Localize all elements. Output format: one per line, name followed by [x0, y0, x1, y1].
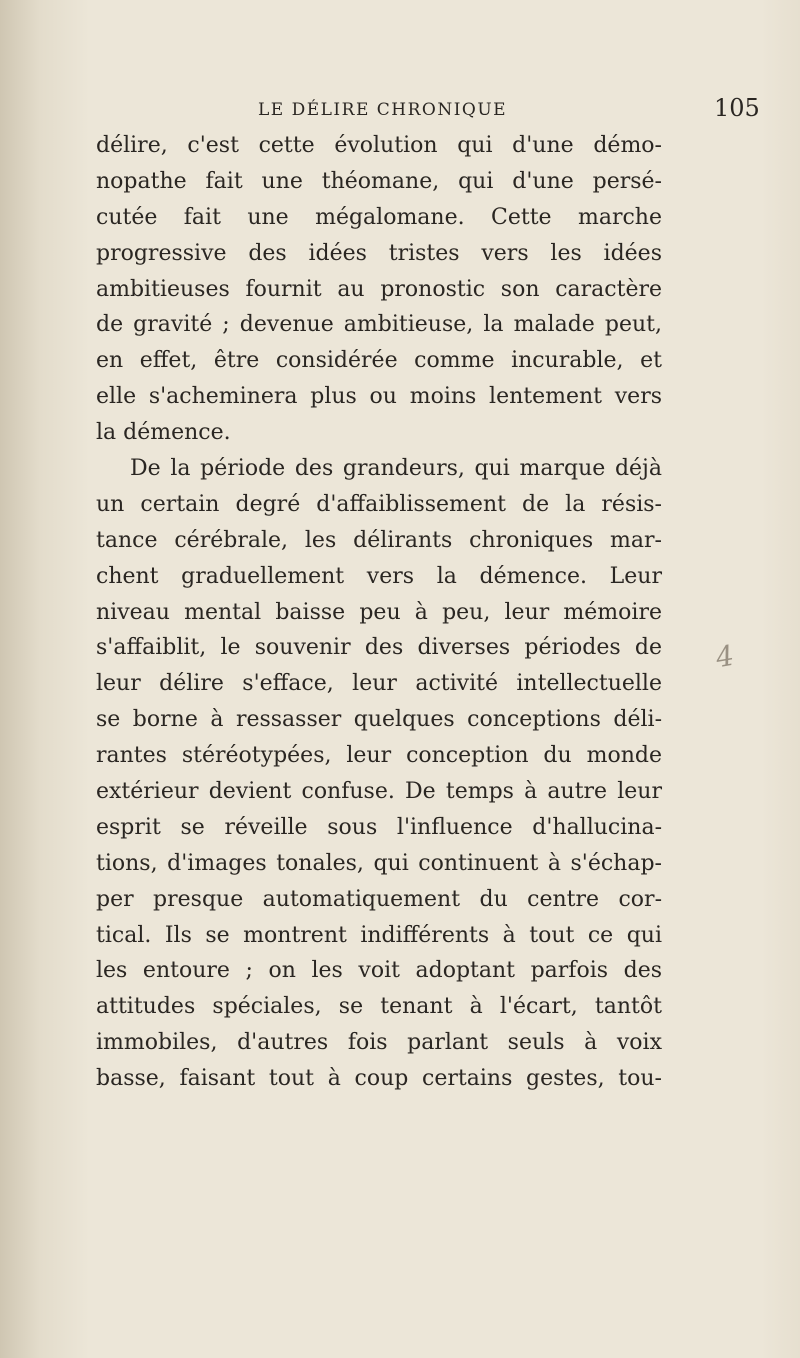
text-line: cutée fait une mégalomane. Cette marche: [96, 204, 662, 230]
text-line: leur délire s'efface, leur activité intellectuelle: [96, 671, 662, 697]
text-line: en effet, être considérée comme incurable, et: [96, 348, 662, 374]
text-line: tical. Ils se montrent indifférents à tout ce qui: [96, 922, 662, 948]
text-line: rantes stéréotypées, leur conception du monde: [96, 743, 662, 769]
text-line: délire, c'est cette évolution qui d'une démo-: [96, 133, 662, 158]
text-line: basse, faisant tout à coup certains gestes, tou-: [96, 1066, 662, 1092]
text-line: elle s'acheminera plus ou moins lentement vers: [96, 384, 662, 410]
text-line: nopathe fait une théomane, qui d'une persé-: [96, 168, 662, 194]
text-line: tance cérébrale, les délirants chroniques mar-: [96, 527, 662, 553]
text-line: niveau mental baisse peu à peu, leur mémoire: [96, 599, 662, 625]
text-line: progressive des idées tristes vers les idées: [96, 240, 662, 266]
text-line: se borne à ressasser quelques conceptions déli-: [96, 707, 662, 733]
text-line: extérieur devient confuse. De temps à autre leur: [96, 779, 662, 805]
page-number: 105: [714, 94, 760, 122]
text-line: attitudes spéciales, se tenant à l'écart, tantôt: [96, 994, 662, 1020]
text-line: tions, d'images tonales, qui continuent à s'échap-: [96, 850, 662, 876]
text-line: ambitieuses fournit au pronostic son caractère: [96, 276, 662, 302]
text-line: per presque automatiquement du centre cor-: [96, 886, 662, 912]
text-line: les entoure ; on les voit adoptant parfois des: [96, 958, 662, 984]
text-line: un certain degré d'affaiblissement de la résis-: [96, 491, 662, 517]
margin-annotation: 4: [713, 638, 737, 675]
page-header: [0, 94, 800, 124]
text-line: De la période des grandeurs, qui marque déjà: [130, 456, 662, 482]
text-line: immobiles, d'autres fois parlant seuls à voix: [96, 1030, 662, 1056]
body-text: [96, 128, 662, 1097]
text-line: esprit se réveille sous l'influence d'hallucina-: [96, 814, 662, 840]
text-line: chent graduellement vers la démence. Leur: [96, 563, 662, 589]
text-line: s'affaiblit, le souvenir des diverses périodes de: [96, 635, 662, 661]
running-head: LE DÉLIRE CHRONIQUE: [258, 100, 508, 120]
text-line: la démence.: [96, 420, 231, 446]
text-line: de gravité ; devenue ambitieuse, la malade peut,: [96, 312, 662, 338]
